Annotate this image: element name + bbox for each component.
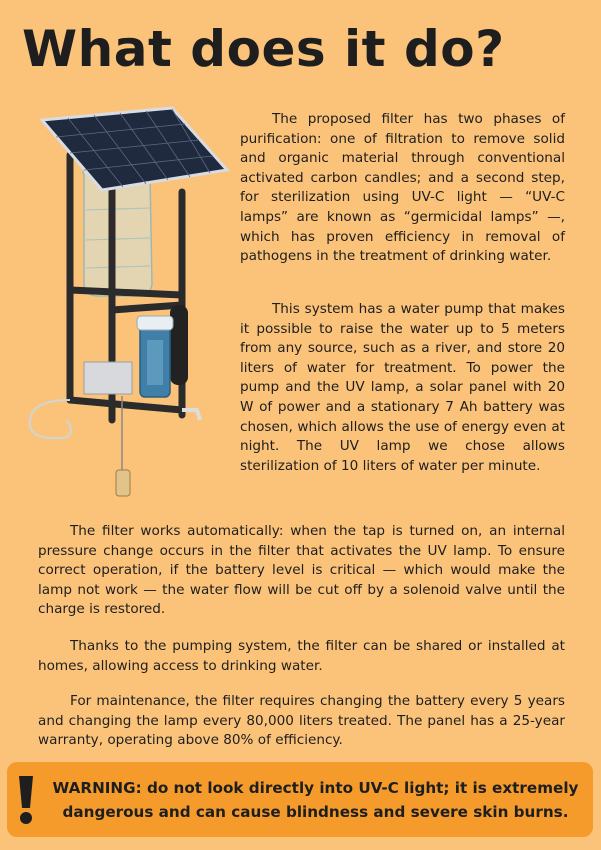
paragraph-purification: The proposed filter has two phases of purification: one of filtration to remove solid and organic material through conventional activated carbon candles; and a second step, for sterilization using UV-C light — “UV-C lamps” are known as “germicidal lamps” —, which has proven efficiency in removal of pathogens in the treatment of drinking water. <box>240 111 565 265</box>
paragraph-automatic-operation: The filter works automatically: when the tap is turned on, an internal pressure change occurs in the filter that activates the UV lamp. To ensure correct operation, if the battery level is critical — which would make the lamp not work — the water flow will be cut off by a solenoid valve until the charge is restored. <box>38 523 565 618</box>
water-filter-illustration <box>22 100 247 505</box>
paragraph-sharing: Thanks to the pumping system, the filter can be shared or installed at homes, allowing access to drinking water. <box>38 638 565 674</box>
paragraph-pump-system: This system has a water pump that makes it possible to raise the water up to 5 meters from any source, such as a river, and store 20 liters of water for treatment. To power the pump and the UV lamp, a solar panel with 20 W of power and a stationary 7 Ah battery was chosen, which allows the use of energy even at night. The UV lamp we chose allows sterilization of 10 liters of water per minute. <box>240 301 565 474</box>
warning-text: WARNING: do not look directly into UV-C light; it is extremely dangerous and can cause blindness and severe skin burns. <box>52 779 579 821</box>
page-title: What does it do? <box>22 20 505 78</box>
warning-banner <box>7 762 593 837</box>
paragraph-maintenance: For maintenance, the filter requires changing the battery every 5 years and changing the lamp every 80,000 liters treated. The panel has a 25-year warranty, operating above 80% of efficiency. <box>38 693 565 749</box>
exclamation-icon <box>14 774 38 826</box>
